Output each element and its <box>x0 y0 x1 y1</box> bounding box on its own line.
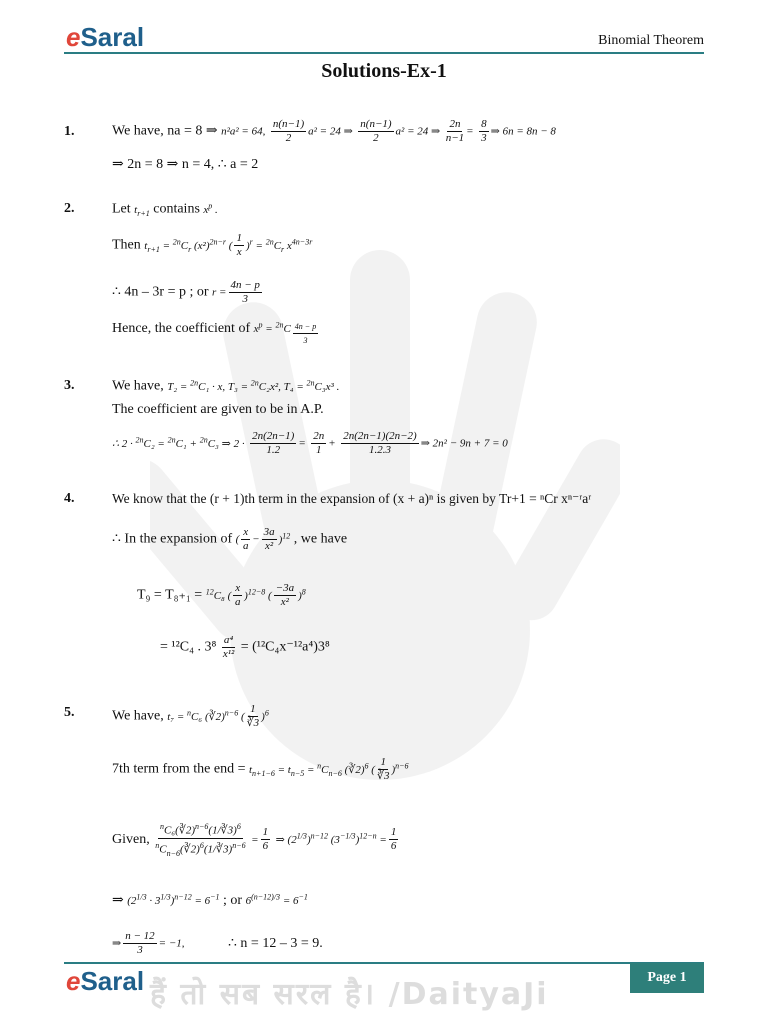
q2-number: 2. <box>64 201 75 216</box>
q5-given-line: Given, $\frac{^nC_6(∛2)^{n-6}(1/∛3)^6}{^nC_{n-6}(∛2)^6(1/∛3)^{n-6}}$ = $\frac{1}{6}$ ⇒ $(2^{1/3})^{n-12}$ $(3^{-1/3})^{12-n}$ = $\frac{1}{6}$ <box>112 822 397 858</box>
q2-line1-let: Let <box>112 201 131 217</box>
footer-rule <box>64 962 704 964</box>
q5-line1: We have, t₇ = $^n$C₆ (∛2)$^{n-6}$ ( $\frac{1}{∛3}$ )$^6$ <box>112 703 269 729</box>
q4-t9: T₉ = T₈₊₁ = <box>137 587 203 603</box>
q1-line1: We have, na = 8 ⇒ n²a² = 64, $\frac{n(n-1)}{2}$ a² = 24 ⇒ $\frac{n(n-1)}{2}$ a² = 24 ⇒ $\frac{2n}{n-1}$ = $\frac{8}{3}$ ⇒ 6n = 8n − 8 <box>112 118 556 144</box>
q1-line1-math: n²a² = 64, <box>221 125 266 138</box>
q2-hence-line: Hence, the coefficient of $x^p = ^{2n}C$ $_{\frac{4n - p}{3}}$ <box>112 320 317 345</box>
q5-number: 5. <box>64 705 75 720</box>
q3-we-have: We have, <box>112 378 164 394</box>
q4-result: = ¹²C₄ . 3⁸ <box>160 639 217 655</box>
q5-seventh-line: 7th term from the end = $t_{n+1-6} = t_{n-5} = ^nC_{n-6}$ (∛2)$^6$ ( $\frac{1}{∛3}$ )$^{n-6}$ <box>112 756 409 782</box>
footer-tagline: हैं तो सब सरल है। /DaityaJi <box>150 977 549 1012</box>
esaral-logo <box>66 22 144 53</box>
q3-number: 3. <box>64 378 75 393</box>
footer-logo-text: Saral <box>80 966 145 996</box>
q5-implies: ⇒ <box>112 893 124 908</box>
logo-text: Saral <box>80 22 145 52</box>
q1-line1-start: We have, na = 8 ⇒ <box>112 123 218 139</box>
q5-impl1-line: ⇒ $(2^{1/3} \cdot 3^{1/3})^{n-12} = 6^{-1}$ ; or $6^{(n-12)/3} = 6^{-1}$ <box>112 892 308 908</box>
q2-line1: Let $t_{r+1}$ contains $x^p$ . <box>112 201 218 218</box>
q4-result-b: = (¹²C₄x⁻¹²a⁴)3⁸ <box>240 639 330 655</box>
q2-therefore-line: ∴ 4n – 3r = p ; or r = $\frac{4n - p}{3}$ <box>112 279 260 305</box>
q2-then: Then <box>112 237 141 253</box>
q2-therefore: ∴ 4n – 3r = p ; or <box>112 284 209 300</box>
q1-line2: ⇒ 2n = 8 ⇒ n = 4, ∴ a = 2 <box>112 157 259 172</box>
q1-number: 1. <box>64 124 75 139</box>
footer-logo <box>66 966 144 997</box>
page-number-badge: Page 1 <box>630 963 704 993</box>
q4-number: 4. <box>64 491 75 506</box>
q2-hence: Hence, the coefficient of <box>112 321 251 337</box>
q5-final: ∴ n = 12 – 3 = 9. <box>228 935 323 951</box>
q3-line1: We have, T₂ = $^{2n}$C₁ · x, T₃ = $^{2n}$C₂x², T₄ = $^{2n}$C₃x³ . <box>112 378 340 394</box>
q3-ap-line: ∴ 2 · $^{2n}$C₂ = $^{2n}$C₁ + $^{2n}$C₃ ⇒ 2 · $\frac{2n(2n-1)}{1.2}$ = $\frac{2n}{1}$ + $\frac{2n(2n-1)(2n-2)}{1.2.3}$ ⇒ 2n² − 9n + 7 = 0 <box>112 430 508 456</box>
q4-t9-line: T₉ = T₈₊₁ = $^{12}$C₈ ( $\frac{x}{a}$ )$^{12-8}$ ( $\frac{-3a}{\text{x²}}$ )$^8$ <box>137 582 306 608</box>
logo-e: e <box>66 22 81 52</box>
q4-line2: ∴ In the expansion of ( $\frac{x}{a}$ − $\frac{3a}{\text{x²}}$ )$^{12}$ , we have <box>112 526 348 552</box>
q5-given: Given, <box>112 831 150 847</box>
q5-seventh: 7th term from the end = <box>112 761 246 777</box>
q4-line1: We know that the (r + 1)th term in the expansion of (x + a)ⁿ is given by Tr+1 = ⁿCr xⁿ⁻ʳaʳ <box>112 491 592 506</box>
q1-frac-2: $\frac{n(n-1)}{2}$ <box>360 118 392 144</box>
footer-logo-e: e <box>66 966 81 996</box>
q5-final-line: ⇒ $\frac{n - 12}{3}$ = −1, ∴ n = 12 – 3 = 9. <box>112 930 323 956</box>
q4-expansion: ∴ In the expansion of <box>112 531 233 547</box>
chapter-title: Binomial Theorem <box>598 33 704 48</box>
q5-we-have: We have, <box>112 708 164 724</box>
header-rule <box>64 52 704 54</box>
q2-then-line: Then $t_{r+1} = ^{2n}C_r$ $(x^2)^{2n-r}$ ( $\frac{1}{x}$ )$^r = ^{2n}C_r$ $x^{4n-3r}$ <box>112 232 313 258</box>
q3-line2: The coefficient are given to be in A.P. <box>112 402 324 417</box>
page-title: Solutions-Ex-1 <box>321 60 447 82</box>
q1-frac-4: $\frac{8}{3}$ <box>481 118 487 144</box>
q2-line1-contains: contains <box>153 201 200 217</box>
q1-frac-1: $\frac{n(n-1)}{2}$ <box>272 118 305 144</box>
q1-frac-3: $\frac{2n}{n-1}$ <box>445 118 465 144</box>
q5-or: ; or <box>223 893 243 908</box>
q4-we-have: , we have <box>293 531 348 547</box>
q4-result-line: = ¹²C₄ . 3⁸ $\frac{\text{a⁴}}{\text{x¹²}}$ = (¹²C₄x⁻¹²a⁴)3⁸ <box>160 634 330 660</box>
